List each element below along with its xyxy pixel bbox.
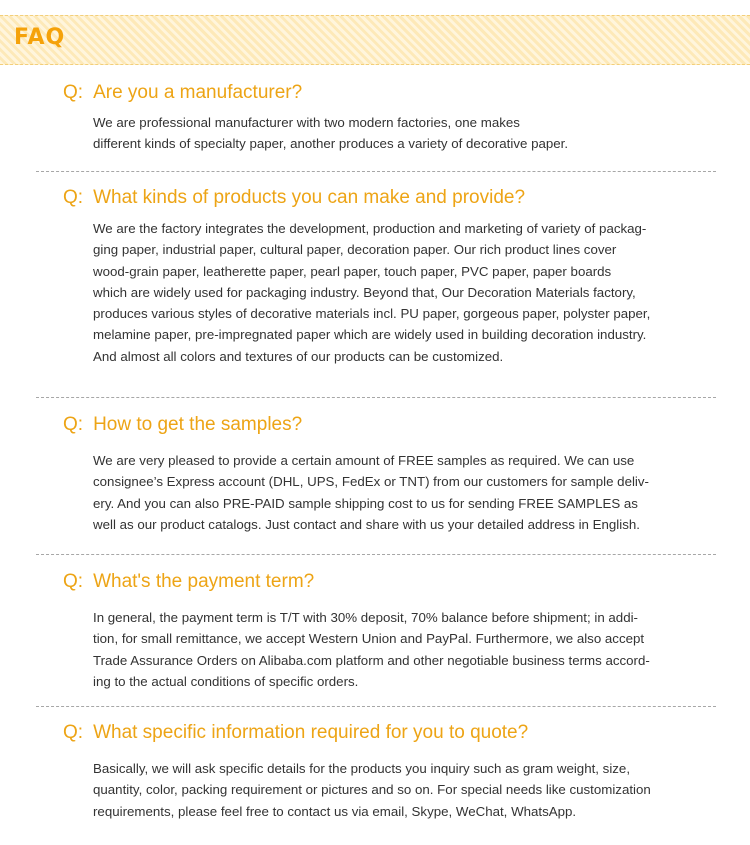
answer-line: tion, for small remittance, we accept Western Union and PayPal. Furthermore, we also accept [93,631,645,647]
answer-line: ing to the actual conditions of specific orders. [93,673,359,689]
q-prefix: Q: [63,187,84,208]
faq-question [63,571,314,593]
answer-line: We are the factory integrates the development, production and marketing of variety of packag- [93,221,647,236]
question-text: What specific information required for you to quote? [93,722,529,743]
answer-line: melamine paper, pre-impregnated paper which are widely used in building decoration industry. [93,327,647,343]
answer-line: quantity, color, packing requirement or pictures and so on. For special needs like customization [93,782,651,798]
divider [36,397,716,398]
q-prefix: Q: [63,414,84,435]
answer-line: In general, the payment term is T/T with 30% deposit, 70% balance before shipment; in addi- [93,610,638,625]
question-text: What kinds of products you can make and provide? [93,187,526,208]
answer-line: Trade Assurance Orders on Alibaba.com platform and other negotiable business terms accord- [93,652,650,668]
faq-answer [93,607,703,692]
divider [36,706,716,707]
answer-line: We are professional manufacturer with two modern factories, one makes [93,115,520,130]
faq-question [63,414,302,436]
question-text: What's the payment term? [93,571,315,592]
faq-title: FAQ [14,25,66,50]
faq-question [63,187,525,209]
answer-line: which are widely used for packaging industry. Beyond that, Our Decoration Materials factory, [93,284,636,300]
faq-answer [93,218,703,367]
answer-line: Basically, we will ask specific details for the products you inquiry such as gram weight, size, [93,761,631,776]
answer-line: different kinds of specialty paper, another produces a variety of decorative paper. [93,136,569,152]
divider [36,554,716,555]
answer-line: requirements, please feel free to contact us via email, Skype, WeChat, WhatsApp. [93,803,577,819]
faq-answer [93,450,703,535]
question-text: How to get the samples? [93,414,303,435]
answer-line: well as our product catalogs. Just contact and share with us your detailed address in English. [93,516,640,532]
q-prefix: Q: [63,82,84,103]
faq-question [63,722,528,744]
answer-line: consignee’s Express account (DHL, UPS, FedEx or TNT) from our customers for sample deliv- [93,474,649,490]
faq-answer [93,112,703,155]
answer-line: We are very pleased to provide a certain amount of FREE samples as required. We can use [93,453,635,468]
question-text: Are you a manufacturer? [93,82,303,103]
faq-banner [0,15,750,65]
answer-line: ging paper, industrial paper, cultural paper, decoration paper. Our rich product lines cover [93,242,617,258]
divider [36,171,716,172]
faq-answer [93,758,703,822]
answer-line: And almost all colors and textures of our products can be customized. [93,348,504,364]
faq-question [63,82,302,104]
answer-line: produces various styles of decorative materials incl. PU paper, gorgeous paper, polyster paper, [93,306,651,322]
answer-line: wood-grain paper, leatherette paper, pearl paper, touch paper, PVC paper, paper boards [93,263,612,279]
answer-line: ery. And you can also PRE-PAID sample shipping cost to us for sending FREE SAMPLES as [93,495,638,511]
q-prefix: Q: [63,722,84,743]
q-prefix: Q: [63,571,84,592]
